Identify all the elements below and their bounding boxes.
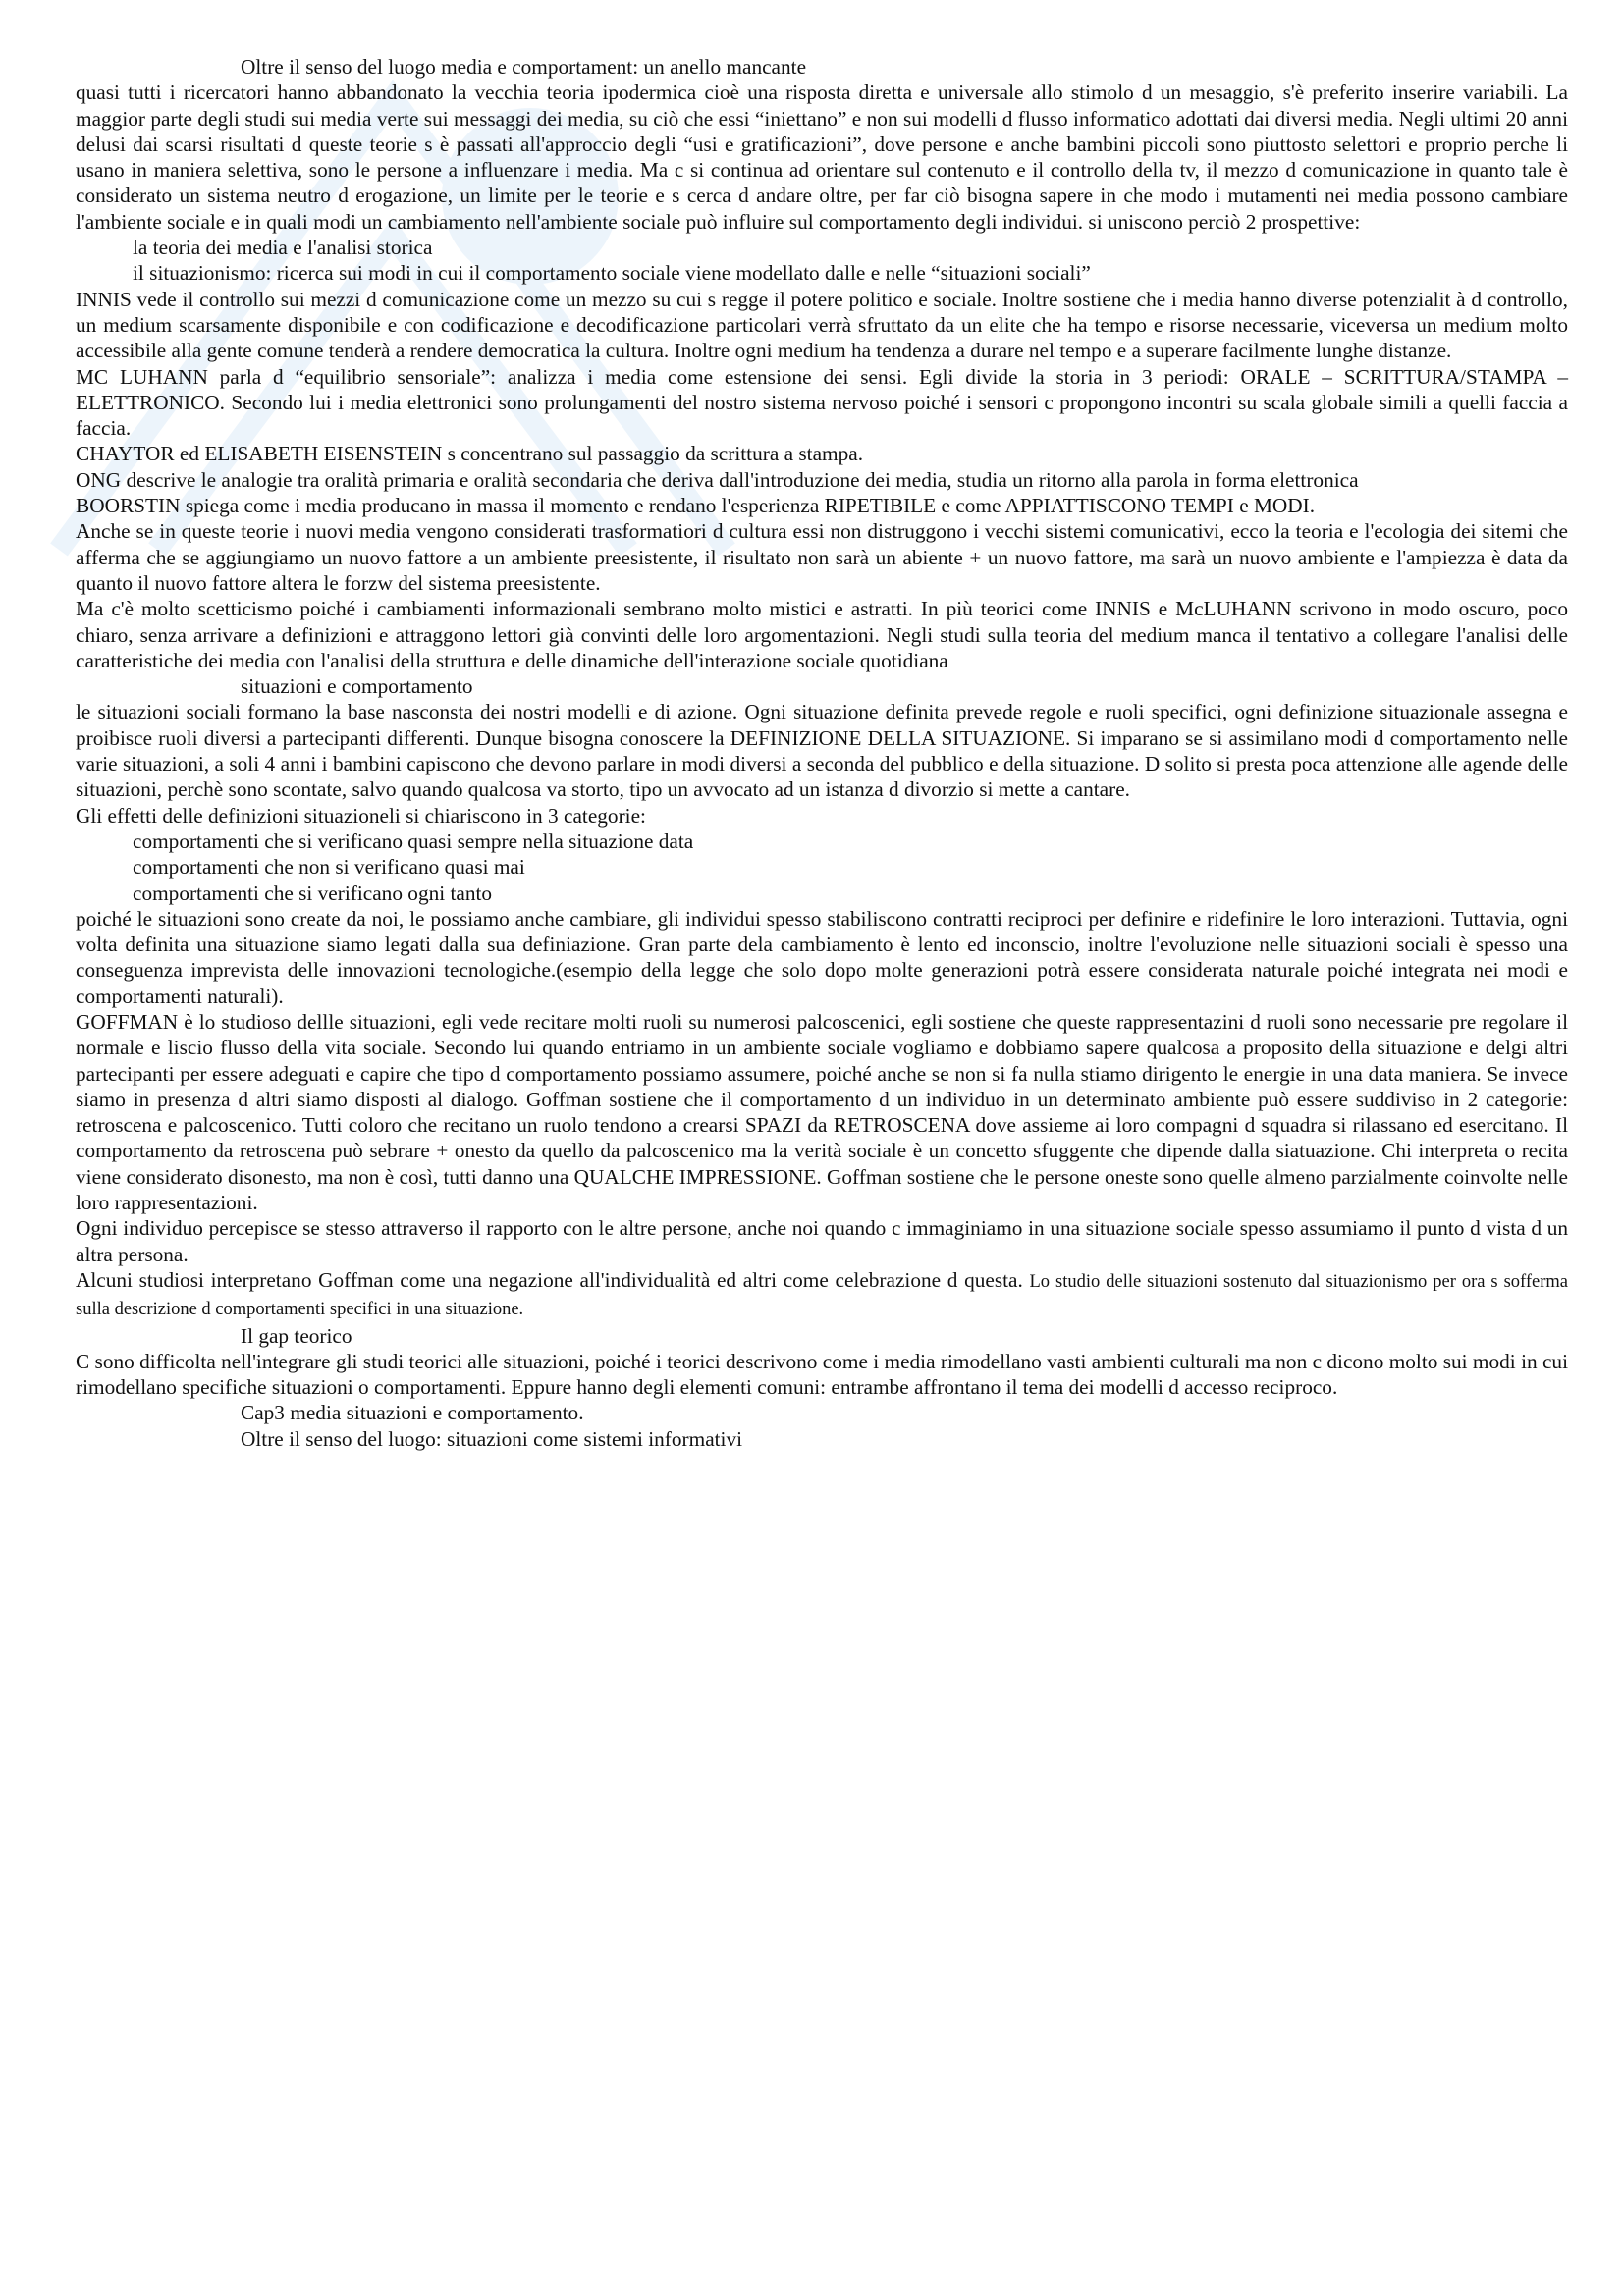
paragraph-innis: INNIS vede il controllo sui mezzi d comunicazione come un mezzo su cui s regge il potere politico e sociale. Inoltre sostiene che i media hanno diverse potenzialit à d controllo, un medium scarsamente disponibile e con codificazione e decodificazione particolari verrà sfruttato da un elite che ha tempo e risorse necessarie, viceversa un medium molto accessibile alla gente comune tenderà a rendere democratica la cultura. Inoltre ogni medium ha tendenza a durare nel tempo e a superare facilmente lunghe distanze.	[76, 287, 1568, 363]
subheading-situazioni: situazioni e comportamento	[241, 674, 473, 699]
paragraph-scetticismo: Ma c'è molto scetticismo poiché i cambiamenti informazionali sembrano molto mistici e astratti. In più teorici come INNIS e McLUHANN scrivono in modo oscuro, poco chiaro, senza arrivare a definizioni e attraggono lettori già convinti delle loro argomentazioni. Negli studi sulla teoria del medium manca il tentativo a collegare l'analisi delle caratteristiche dei media con l'analisi della struttura e delle dinamiche dell'interazione sociale quotidiana	[76, 597, 1568, 672]
list-item: comportamenti che non si verificano quasi mai	[133, 855, 525, 880]
paragraph-ong: ONG descrive le analogie tra oralità primaria e oralità secondaria che deriva dall'introduzione dei media, studia un ritorno alla parola in forma elettronica	[76, 467, 1359, 492]
paragraph-mcluhan: MC LUHANN parla d “equilibrio sensoriale”: analizza i media come estensione dei sensi. Egli divide la storia in 3 periodi: ORALE – SCRITTURA/STAMPA – ELETTRONICO. Secondo lui i media elettronici sono prolungamenti del nostro sistema nervoso poiché i sensori c propongono incontri su scala globale simili a quelli faccia a faccia.	[76, 364, 1568, 441]
paragraph-intro: quasi tutti i ricercatori hanno abbandonato la vecchia teoria ipodermica cioè una risposta diretta e universale allo stimolo d un mesaggio, s'è preferito inserire variabili. La maggior parte degli studi sui media verte sui messaggi dei media, su ciò che essi “iniettano” e non sui modelli d flusso informatico adottati dai diversi media. Negli ultimi 20 anni delusi dai scarsi risultati d queste teorie s è passati all'approccio degli “usi e gratificazioni”, dove persone e anche bambini piccoli sono piuttosto selettori e proprio perche li usano in maniera selettiva, sono le persone a influenzare i media. Ma c si continua ad orientare sul contenuto e il controllo della tv, il mezzo d comunicazione in quanto tale è considerato un sistema neutro d erogazione, un limite per le teorie e s cerca d andare oltre, per far ciò bisogna sapere in che modo i mutamenti nei media possono cambiare l'ambiente sociale e in quali modi un cambiamento nell'ambiente sociale può influire sul comportamento degli individui. si uniscono perciò 2 prospettive:	[76, 80, 1568, 234]
subheading-sistemi: Oltre il senso del luogo: situazioni come sistemi informativi	[241, 1426, 743, 1451]
paragraph-goffman: GOFFMAN è lo studioso dellle situazioni, egli vede recitare molti ruoli su numerosi palcoscenici, egli sostiene che queste rappresentazini d ruoli sono necessarie pre regolare il normale e liscio flusso della vita sociale. Secondo lui quando entriamo in un ambiente sociale vogliamo e dobbiamo sapere qualcosa a proposito della situazione e delgi altri partecipanti per essere adeguati e capire che tipo d comportamento possiamo assumere, poiché anche se non si fa nulla stiamo dirigento le energie in una data maniera. Se invece siamo in presenza d altri siamo disposti al dialogo. Goffman sostiene che il comportamento d un individuo in un determinato ambiente può essere suddiviso in 2 categorie: retroscena e palcoscenico. Tutti coloro che recitano un ruolo tendono a crearsi SPAZI da RETROSCENA dove assieme ai loro compagni d squadra si rilassano ed esercitano. Il comportamento da retroscena può sebrare + onesto da quello da palcoscenico ma la verità sociale è un concetto sfuggente che dipende dalla siatuazione. Chi interpreta o recita viene considerato disonesto, ma non è così, tutti danno una QUALCHE IMPRESSIONE. Goffman sostiene che le persone oneste sono quelle almeno parzialmente coinvolte nelle loro rappresentazioni.	[76, 1009, 1568, 1215]
paragraph-alcuni	[76, 1267, 1568, 1323]
paragraph-boorstin: BOORSTIN spiega come i media producano in massa il momento e rendano l'esperienza RIPETIBILE e come APPIATTISCONO TEMPI e MODI.	[76, 494, 1316, 518]
paragraph-ecologia: Anche se in queste teorie i nuovi media vengono considerati trasformatiori d cultura essi non distruggono i vecchi sistemi comunicativi, ecco la teoria e l'ecologia dei sitemi che afferma che se aggiungiamo un nuovo fattore a un ambiente preesistente, il risultato non sarà un abiente + un nuovo fattore, ma sarà un nuovo ambiente e l'ampiezza è data da quanto il nuovo fattore altera le forzw del sistema preesistente.	[76, 519, 1568, 595]
list-item: comportamenti che si verificano ogni tanto	[133, 881, 493, 905]
list-item: il situazionismo: ricerca sui modi in cui il comportamento sociale viene modellato dalle e nelle “situazioni sociali”	[133, 261, 1091, 286]
paragraph-alcuni-small: Lo studio delle situazioni sostenuto dal situazionismo per ora s sofferma sulla descrizione d comportamenti specifici in una situazione.	[76, 1271, 1569, 1320]
paragraph-situazioni: le situazioni sociali formano la base nasconsta dei nostri modelli e di azione. Ogni situazione definita prevede regole e ruoli specifici, ogni definizione situazionale assegna e proibisce ruoli diversi a partecipanti differenti. Dunque bisogna conoscere la DEFINIZIONE DELLA SITUAZIONE. Si imparano se si assimilano modi d comportamento nelle varie situazioni, a soli 4 anni i bambini capiscono che devono parlare in modi diversi a seconda del pubblico e della situazione. D solito si presta poca attenzione alle agende delle situazioni, perchè sono scontate, salvo quando qualcosa va storto, tipo un avvocato ad un istanza d divorzio si mette a cantare.	[76, 700, 1568, 802]
paragraph-effetti: Gli effetti delle definizioni situazioneli si chiariscono in 3 categorie:	[76, 803, 646, 828]
paragraph-poiche: poiché le situazioni sono create da noi, le possiamo anche cambiare, gli individui spesso stabiliscono contratti reciproci per definire e ridefinire le loro interazioni. Tuttavia, ogni volta definita una situazione siamo legati dalla sua definiazione. Gran parte dela cambiamento è lento ed inconscio, inoltre l'evoluzione nelle situazioni sociali è spesso una conseguenza imprevista delle innovazioni tecnologiche.(esempio della legge che solo dopo molte generazioni potrà essere considerata naturale poiché integrata nei modi e comportamenti naturali).	[76, 906, 1568, 1008]
list-item: comportamenti che si verificano quasi sempre nella situazione data	[133, 828, 694, 853]
paragraph-alcuni-text: Alcuni studiosi interpretano Goffman come una negazione all'individualità ed altri come celebrazione d questa.	[76, 1267, 1023, 1292]
paragraph-chaytor: CHAYTOR ed ELISABETH EISENSTEIN s concentrano sul passaggio da scrittura a stampa.	[76, 442, 864, 466]
document-page	[76, 54, 1568, 1452]
paragraph-gap: C sono difficolta nell'integrare gli studi teorici alle situazioni, poiché i teorici descrivono come i media rimodellano vasti ambienti culturali ma non c dicono molto sui modi in cui rimodellano specifiche situazioni o comportamenti. Eppure hanno degli elementi comuni: entrambe affrontano il tema dei modelli d accesso reciproco.	[76, 1349, 1568, 1400]
list-item: la teoria dei media e l'analisi storica	[133, 236, 433, 260]
section-title: Oltre il senso del luogo media e comportament: un anello mancante	[241, 55, 807, 79]
paragraph-ogni: Ogni individuo percepisce se stesso attraverso il rapporto con le altre persone, anche noi quando c immaginiamo in una situazione sociale spesso assumiamo il punto d vista d un altra persona.	[76, 1216, 1568, 1266]
chapter-heading: Cap3 media situazioni e comportamento.	[241, 1401, 584, 1425]
subheading-gap: Il gap teorico	[241, 1323, 352, 1348]
